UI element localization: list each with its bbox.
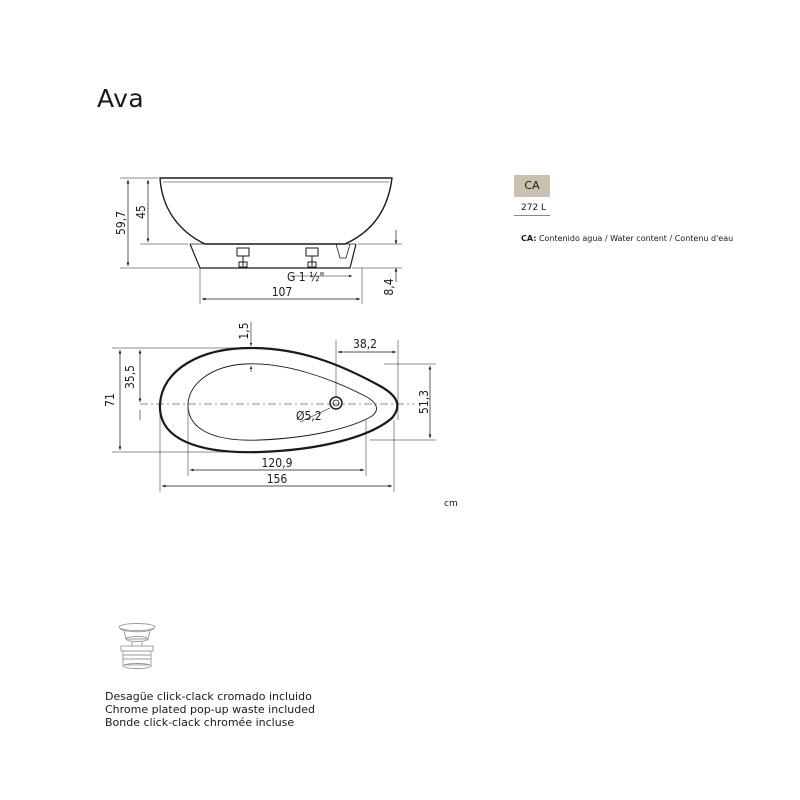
top-view-drain <box>330 397 342 409</box>
side-view-foot-left <box>237 248 249 267</box>
side-view-base <box>190 244 356 268</box>
label-drain-offset: 38,2 <box>352 337 378 351</box>
label-total-height: 59,7 <box>114 210 128 236</box>
units-label: cm <box>444 499 458 509</box>
label-width: 71 <box>103 393 117 407</box>
waste-line-en: Chrome plated pop-up waste included <box>105 703 315 716</box>
side-view-tub-body <box>160 178 392 244</box>
capacity-badge: CA <box>514 175 550 197</box>
capacity-value: 272 L <box>521 203 547 213</box>
side-view-foot-right <box>306 248 318 267</box>
label-drain-diameter: Ø5,2 <box>296 409 322 423</box>
legend-key: CA: <box>521 234 537 243</box>
top-view-outer-outline <box>160 348 397 452</box>
label-drain-thread: G 1 ½" <box>287 270 325 284</box>
label-rim-thickness: 1,5 <box>237 322 251 340</box>
top-view-inner-basin <box>188 364 376 440</box>
side-view <box>120 178 402 304</box>
legend-text: Contenido agua / Water content / Contenu d'eau <box>536 234 734 243</box>
label-inner-length: 120,9 <box>261 456 293 470</box>
label-half-width: 35,5 <box>123 364 137 390</box>
product-title: Ava <box>97 84 145 113</box>
label-base-length: 107 <box>271 285 293 299</box>
label-inner-height: 45 <box>134 205 148 219</box>
waste-line-fr: Bonde click-clack chromée incluse <box>105 716 295 729</box>
waste-line-es: Desagüe click-clack cromado incluido <box>105 690 312 703</box>
label-length: 156 <box>266 472 288 486</box>
label-base-height: 8,4 <box>382 278 396 296</box>
waste-description <box>105 690 315 729</box>
label-inner-width: 51,3 <box>417 389 431 415</box>
pop-up-waste-icon <box>119 624 155 669</box>
